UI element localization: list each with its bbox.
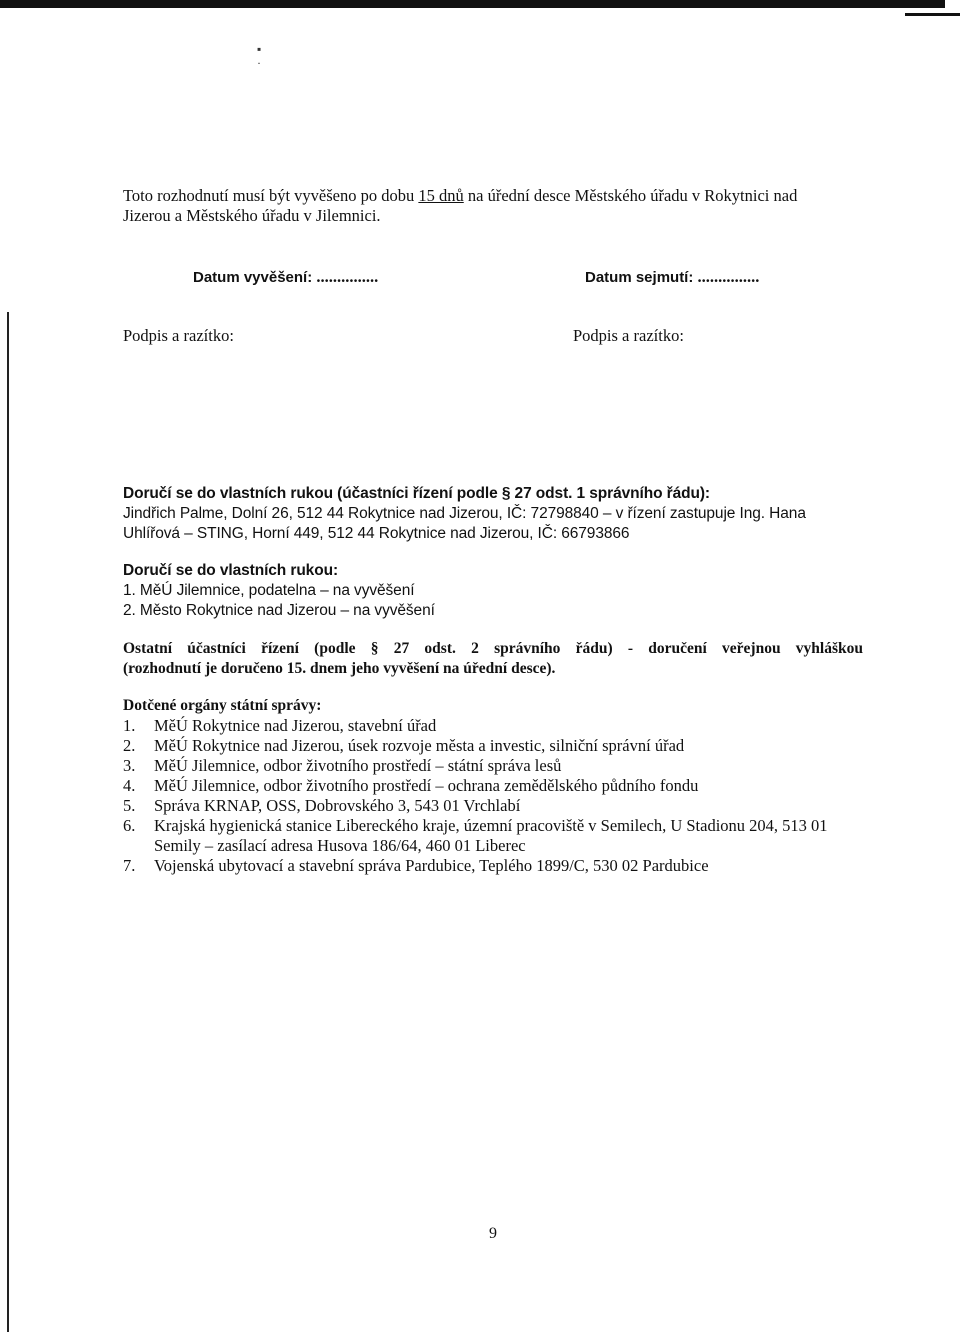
posted-date-field bbox=[193, 267, 378, 287]
other-parties-line2: (rozhodnutí je doručeno 15. dnem jeho vyvěšení na úřední desce). bbox=[123, 660, 556, 677]
scan-specks: ▪ · bbox=[257, 42, 262, 70]
notice-text-start: Toto rozhodnutí musí být vyvěšeno po dobu bbox=[123, 186, 419, 205]
delivery-parties-line2: Uhlířová – STING, Horní 449, 512 44 Rokytnice nad Jizerou, IČ: 66793866 bbox=[123, 525, 630, 542]
list-item-number: 2. bbox=[123, 736, 136, 755]
posted-date-dots: ............... bbox=[316, 267, 379, 286]
list-item-number: 7. bbox=[123, 856, 136, 875]
delivery-parties-section bbox=[123, 484, 863, 544]
list-item bbox=[123, 776, 863, 796]
list-item-number: 3. bbox=[123, 756, 136, 775]
signature-label-right: Podpis a razítko: bbox=[573, 326, 684, 345]
authorities-section bbox=[123, 696, 863, 876]
list-item-number: 1. bbox=[123, 716, 136, 735]
notice-text-end: na úřední desce Městského úřadu v Rokytnici nad bbox=[463, 186, 798, 205]
other-parties-section bbox=[123, 639, 863, 679]
notice-duration: 15 dnů bbox=[418, 186, 464, 205]
list-item-text: MěÚ Rokytnice nad Jizerou, stavební úřad bbox=[154, 716, 437, 735]
authorities-list bbox=[123, 716, 863, 876]
scan-edge-top bbox=[0, 0, 945, 8]
list-item bbox=[123, 716, 863, 736]
list-item-text: MěÚ Rokytnice nad Jizerou, úsek rozvoje města a investic, silniční správní úřad bbox=[154, 736, 685, 755]
removed-date-field bbox=[585, 267, 759, 287]
list-item bbox=[123, 816, 863, 856]
removed-date-label: Datum sejmutí: bbox=[585, 269, 694, 286]
list-item bbox=[123, 756, 863, 776]
list-item-text: Krajská hygienická stanice Libereckého kraje, územní pracoviště v Semilech, U Stadionu 204, 513 01 Semily – zasílací adresa Husova 186/64, 460 01 Liberec bbox=[154, 816, 828, 855]
posting-notice bbox=[123, 186, 863, 226]
delivery-parties-line1: Jindřich Palme, Dolní 26, 512 44 Rokytnice nad Jizerou, IČ: 72798840 – v řízení zastupuje Ing. Hana bbox=[123, 505, 806, 522]
list-item-number: 6. bbox=[123, 816, 136, 835]
delivery-own-section bbox=[123, 561, 863, 621]
delivery-own-item: 1. MěÚ Jilemnice, podatelna – na vyvěšení bbox=[123, 582, 415, 599]
list-item-text: Správa KRNAP, OSS, Dobrovského 3, 543 01 Vrchlabí bbox=[154, 796, 521, 815]
authorities-heading: Dotčené orgány státní správy: bbox=[123, 697, 322, 714]
other-parties-line1: Ostatní účastníci řízení (podle § 27 odst. 2 správního řádu) - doručení veřejnou vyhláškou bbox=[123, 640, 863, 657]
delivery-own-item: 2. Město Rokytnice nad Jizerou – na vyvěšení bbox=[123, 602, 435, 619]
list-item-text: Vojenská ubytovací a stavební správa Pardubice, Teplého 1899/C, 530 02 Pardubice bbox=[154, 856, 709, 875]
signature-label-left: Podpis a razítko: bbox=[123, 326, 234, 345]
scan-edge-top-tail bbox=[905, 13, 960, 16]
delivery-own-heading: Doručí se do vlastních rukou: bbox=[123, 562, 339, 579]
delivery-parties-heading: Doručí se do vlastních rukou (účastníci řízení podle § 27 odst. 1 správního řádu): bbox=[123, 485, 710, 502]
list-item-number: 4. bbox=[123, 776, 136, 795]
list-item-text: MěÚ Jilemnice, odbor životního prostředí – státní správa lesů bbox=[154, 756, 562, 775]
notice-text-line2: Jizerou a Městského úřadu v Jilemnici. bbox=[123, 206, 381, 225]
removed-date-dots: ............... bbox=[697, 267, 760, 286]
list-item bbox=[123, 856, 863, 876]
list-item bbox=[123, 736, 863, 756]
scan-edge-left bbox=[7, 312, 9, 1332]
list-item-text: MěÚ Jilemnice, odbor životního prostředí – ochrana zemědělského půdního fondu bbox=[154, 776, 699, 795]
list-item-number: 5. bbox=[123, 796, 136, 815]
list-item bbox=[123, 796, 863, 816]
posted-date-label: Datum vyvěšení: bbox=[193, 269, 313, 286]
page-number: 9 bbox=[489, 1225, 497, 1242]
